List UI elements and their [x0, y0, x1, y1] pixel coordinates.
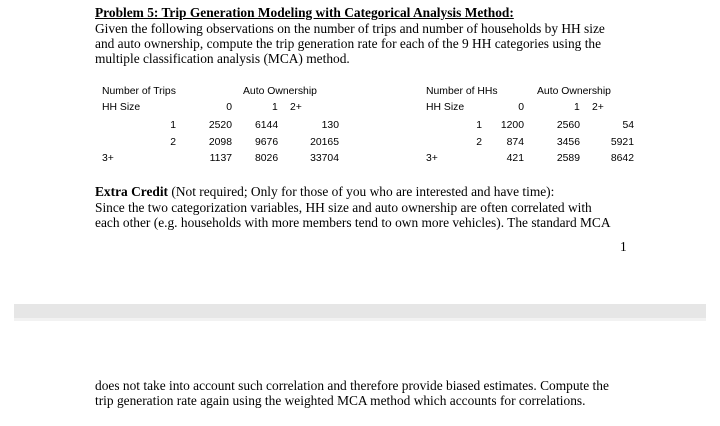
page-number: 1: [620, 239, 627, 254]
trips-cell: 1137: [209, 153, 232, 164]
hh-table-title: Number of HHs: [426, 86, 498, 97]
trips-row-label: 3+: [102, 153, 114, 164]
extra-credit-line-2: each other (e.g. households with more members tend to own more vehicles). The standard MCA: [95, 215, 611, 230]
trips-table-title: Number of Trips: [102, 86, 176, 97]
hh-cell: 1200: [500, 120, 524, 131]
trips-cell: 33704: [310, 153, 339, 164]
hh-col-label-1: 1: [574, 102, 580, 113]
hh-cell: 54: [622, 120, 634, 131]
hh-cell: 3456: [556, 137, 580, 148]
trips-cell: 2098: [208, 137, 232, 148]
trips-row-label: 2: [170, 137, 176, 148]
hh-table-group-label: Auto Ownership: [537, 86, 611, 97]
hh-cell: 874: [506, 137, 524, 148]
hh-row-label: 2: [476, 137, 482, 148]
extra-credit-heading: [95, 184, 554, 199]
trips-col-label-2: 2+: [290, 102, 302, 113]
hh-cell: 421: [506, 153, 524, 164]
problem-heading: Problem 5: Trip Generation Modeling with Categorical Analysis Method:: [95, 5, 514, 20]
hh-row-label: 1: [476, 120, 482, 131]
extra-credit-line-1: Since the two categorization variables, HH size and auto ownership are often correlated with: [95, 200, 592, 215]
continuation-line-1: does not take into account such correlation and therefore provide biased estimates. Compute the: [95, 378, 609, 393]
extra-credit-label: Extra Credit: [95, 184, 169, 199]
hh-col-label-2: 2+: [592, 102, 604, 113]
hh-cell: 8642: [610, 153, 634, 164]
continuation-line-2: trip generation rate again using the weighted MCA method which accounts for correlations.: [95, 393, 586, 408]
trips-col-label-1: 1: [272, 102, 278, 113]
page-break-separator: [14, 304, 706, 318]
trips-cell: 6144: [255, 120, 279, 131]
extra-credit-note: (Not required; Only for those of you who are interested and have time):: [168, 184, 555, 199]
page-break-shadow: [14, 318, 706, 321]
trips-table-row-header: HH Size: [102, 102, 141, 113]
trips-cell: 20165: [310, 137, 339, 148]
trips-row-label: 1: [170, 120, 176, 131]
trips-cell: 130: [321, 120, 339, 131]
trips-cell: 2520: [208, 120, 232, 131]
problem-line-2: and auto ownership, compute the trip generation rate for each of the 9 HH categories using the: [95, 36, 602, 51]
trips-cell: 8026: [255, 153, 279, 164]
trips-table-group-label: Auto Ownership: [243, 86, 317, 97]
trips-cell: 9676: [255, 137, 279, 148]
trips-col-label-0: 0: [226, 102, 232, 113]
hh-col-label-0: 0: [518, 102, 524, 113]
problem-line-3: multiple classification analysis (MCA) method.: [95, 51, 350, 66]
hh-cell: 2589: [556, 153, 580, 164]
hh-cell: 2560: [556, 120, 580, 131]
hh-table-row-header: HH Size: [426, 102, 465, 113]
problem-line-1: Given the following observations on the number of trips and number of households by HH size: [95, 21, 605, 36]
hh-row-label: 3+: [426, 153, 438, 164]
hh-cell: 5921: [610, 137, 634, 148]
